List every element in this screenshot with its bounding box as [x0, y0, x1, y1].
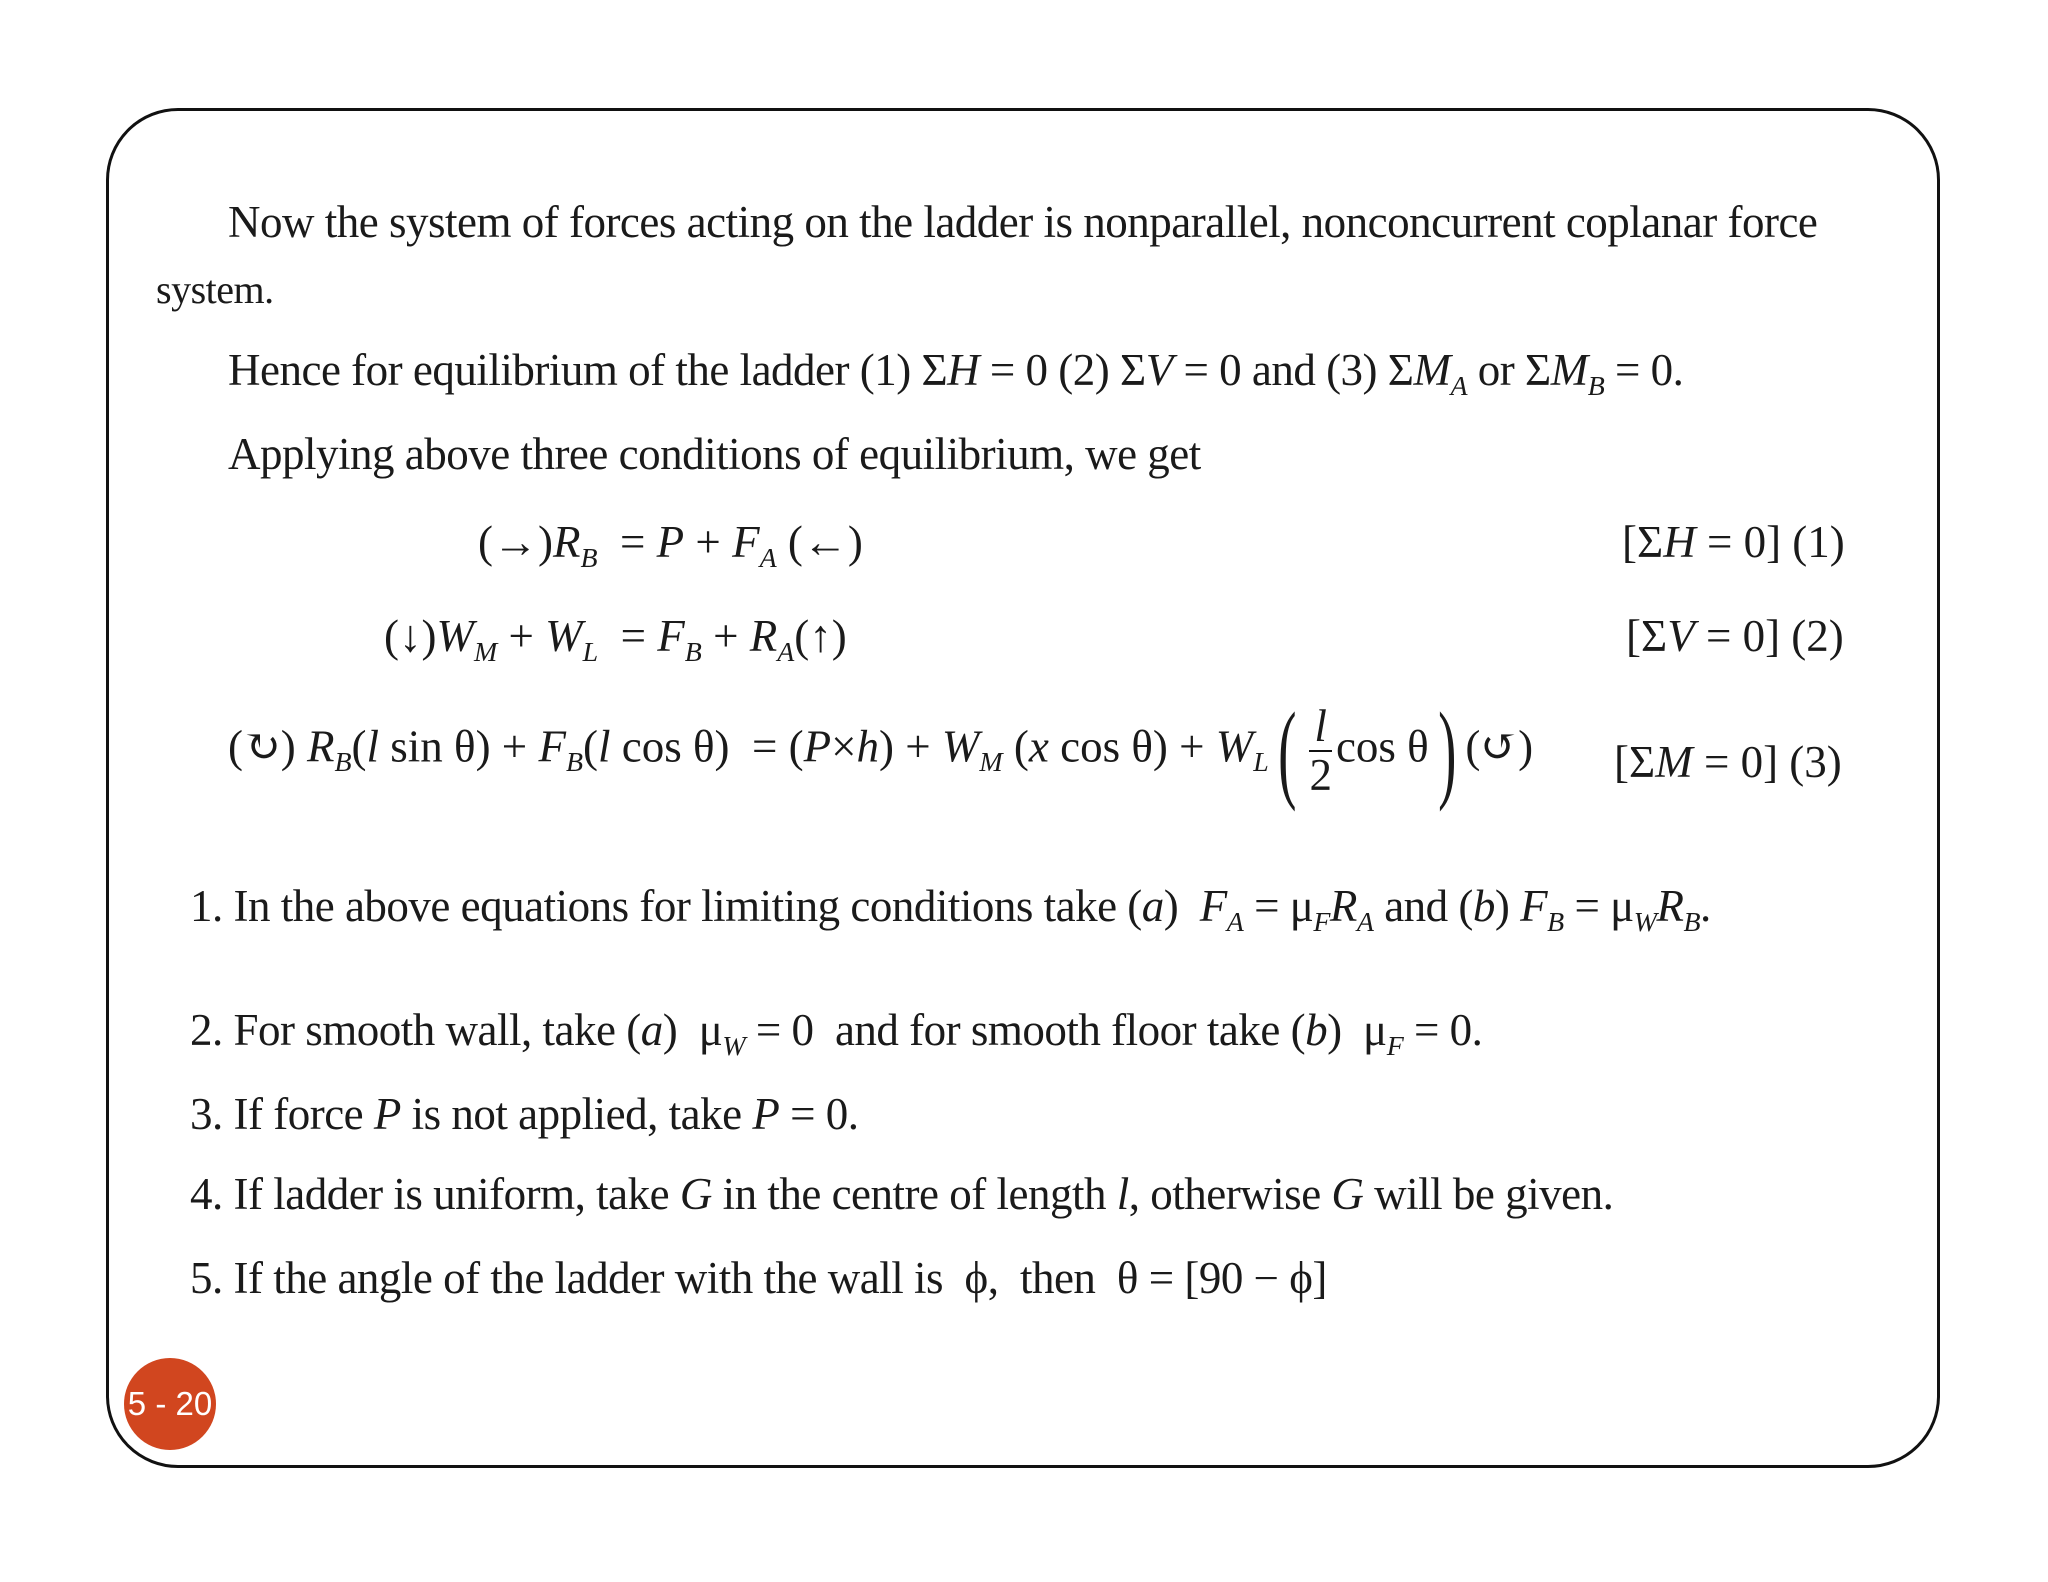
note-3: 3. If force P is not applied, take P = 0.: [190, 1089, 859, 1139]
equation-1: $(\to)R_B = P + F_A$ (←): [478, 517, 863, 574]
anticlockwise-moment-icon: (↺): [1465, 721, 1534, 772]
clockwise-moment-icon: (↻): [228, 721, 296, 772]
note-4: 4. If ladder is uniform, take G in the centre of length l, otherwise G will be given.: [190, 1169, 1614, 1219]
equation-1-label: [ΣH = 0] (1): [1622, 517, 1845, 567]
note-2: 2. For smooth wall, take (a) $\mu_W = 0$ and for smooth floor take (b) $\mu_F = 0$.: [190, 1005, 1483, 1062]
equation-3: (↻) $R_B(l$ $\sin \theta) + F_B(l$ $\cos \theta) = (P\times h) + W_M$ (x $\cos \theta) + W_L$( $\frac{l}{2}$ cos θ) (↺): [228, 690, 1534, 812]
equation-2: $(↓)W_M + W_L = F_B$ + $R_A(↑)$: [384, 611, 847, 668]
intro-line-1: Now the system of forces acting on the ladder is nonparallel, nonconcurrent coplanar force: [228, 197, 1818, 247]
equation-3-label: [ΣM = 0] (3): [1614, 737, 1842, 787]
page-number-badge: 5 - 20: [124, 1358, 216, 1450]
intro-line-2: system.: [156, 267, 274, 312]
equilibrium-statement: Hence for equilibrium of the ladder (1) ΣH = 0 (2) ΣV = 0 and (3) $\Sigma M_A$ or $\Sigma M_B = 0$.: [228, 345, 1684, 402]
applying-line: Applying above three conditions of equilibrium, we get: [228, 429, 1201, 479]
note-1: 1. In the above equations for limiting conditions take (a) $F_A = \mu_FR_A$ and (b) $F_B = \mu_WR_B$.: [190, 881, 1711, 938]
equation-2-label: [ΣV = 0] (2): [1626, 611, 1844, 661]
note-5: 5. If the angle of the ladder with the wall is ϕ, then θ = [90 − ϕ]: [190, 1253, 1327, 1303]
